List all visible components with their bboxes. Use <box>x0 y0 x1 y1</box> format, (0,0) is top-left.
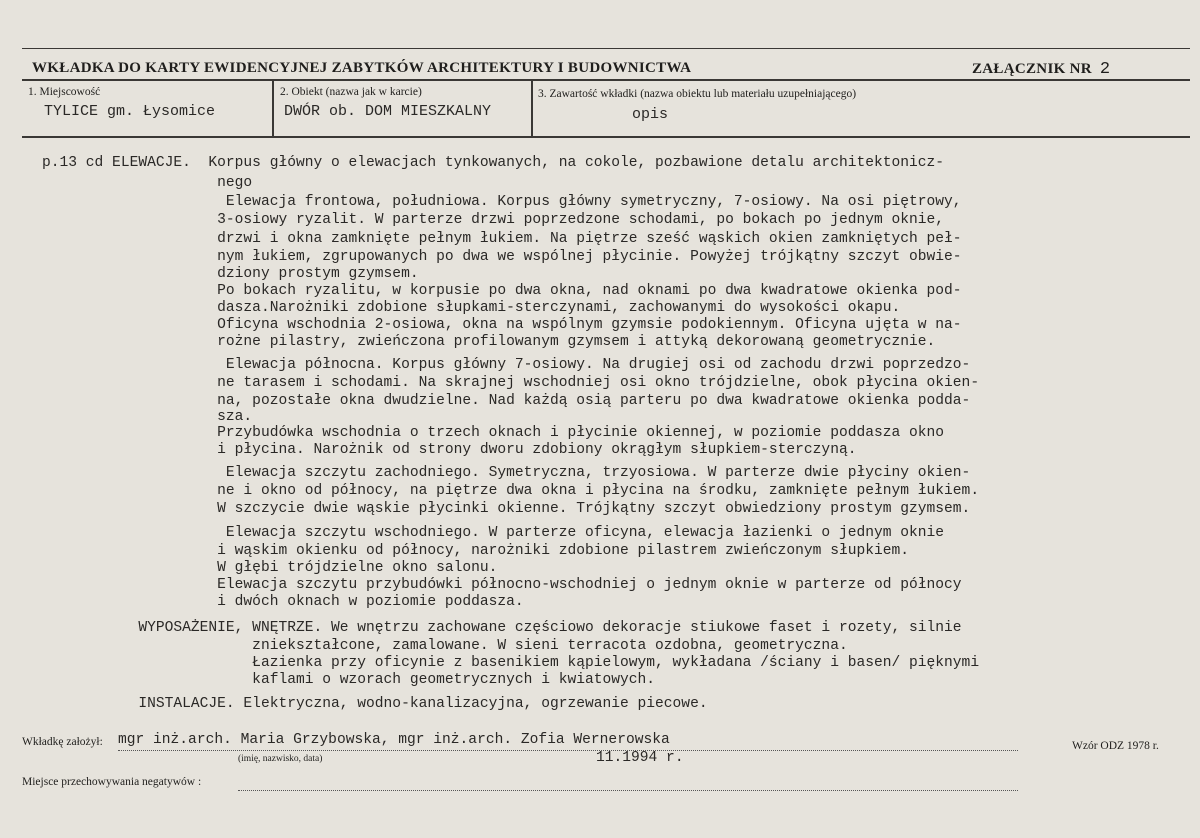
author-hint: (imię, nazwisko, data) <box>238 754 323 764</box>
body-line: Łazienka przy oficynie z basenikiem kąpielowym, wykładana /ściany i basen/ pięknymi <box>42 655 980 671</box>
top-rule-thin <box>22 48 1190 49</box>
author-dotted-line <box>118 750 1018 751</box>
place-label: 1. Miejscowość <box>28 86 101 98</box>
body-line: dziony prostym gzymsem. <box>42 266 419 282</box>
body-line: Elewacja szczytu wschodniego. W parterze oficyna, elewacja łazienki o jednym oknie <box>42 525 945 541</box>
author-label: Wkładkę założył: <box>22 736 103 748</box>
body-line: nym łukiem, zgrupowanych po dwa we wspólnej płycinie. Powyżej trójkątny szczyt obwie- <box>42 249 962 265</box>
negatives-label: Miejsce przechowywania negatywów : <box>22 776 202 788</box>
body-line: zniekształcone, zamalowane. W sieni terracota ozdobna, geometryczna. <box>42 638 848 654</box>
annex-label-text: ZAŁĄCZNIK NR <box>972 61 1092 77</box>
body-line: Elewacja północna. Korpus główny 7-osiowy. Na drugiej osi od zachodu drzwi poprzedzo- <box>42 357 971 373</box>
body-line: 3-osiowy ryzalit. W parterze drzwi poprzedzone schodami, po bokach po jednym oknie, <box>42 212 945 228</box>
body-line: INSTALACJE. Elektryczna, wodno-kanalizacyjna, ogrzewanie piecowe. <box>42 696 708 712</box>
body-line: Przybudówka wschodnia o trzech oknach i płycinie okiennej, w poziomie poddasza okno <box>42 425 945 441</box>
body-line: ne tarasem i schodami. Na skrajnej wschodniej osi okno trójdzielne, obok płycina okien- <box>42 375 980 391</box>
body-line: sza. <box>42 409 253 425</box>
body-line: Oficyna wschodnia 2-osiowa, okna na wspólnym gzymsie podokiennym. Oficyna ujęta w na- <box>42 317 962 333</box>
content-label: 3. Zawartość wkładki (nazwa obiektu lub materiału uzupełniającego) <box>538 88 857 100</box>
body-line: i wąskim okienku od północy, narożniki zdobione pilastrem zwieńczonym słupkiem. <box>42 543 910 559</box>
negatives-dotted-line <box>238 790 1018 791</box>
body-line: na, pozostałe okna dwudzielne. Nad każdą osią parteru po dwa kwadratowe okienka podda- <box>42 393 971 409</box>
header-rule <box>22 79 1190 81</box>
annex-label <box>972 60 1110 79</box>
object-label: 2. Obiekt (nazwa jak w karcie) <box>280 86 422 98</box>
body-line: i dwóch oknach w poziomie poddasza. <box>42 594 524 610</box>
fields-bottom-rule <box>22 136 1190 138</box>
body-line: nego <box>42 175 253 191</box>
body-line: dasza.Narożniki zdobione słupkami-sterczynami, zachowanymi do wysokości okapu. <box>42 300 901 316</box>
body-line: rożne pilastry, zwieńczona profilowanym gzymsem i attyką dekorowaną geometrycznie. <box>42 334 936 350</box>
body-line: p.13 cd ELEWACJE. Korpus główny o elewacjach tynkowanych, na cokole, pozbawione detalu architektonicz- <box>42 155 945 171</box>
field-divider-2 <box>531 81 533 136</box>
body-line: ne i okno od północy, na piętrze dwa okna i płycina na środku, zamknięte pełnym łukiem. <box>42 483 980 499</box>
body-line: Elewacja szczytu zachodniego. Symetryczna, trzyosiowa. W parterze dwie płyciny okien- <box>42 465 971 481</box>
body-line: drzwi i okna zamknięte pełnym łukiem. Na piętrze sześć wąskich okien zamkniętych peł- <box>42 231 962 247</box>
form-model: Wzór ODZ 1978 r. <box>1072 740 1159 752</box>
body-line: i płycina. Narożnik od strony dworu zdobiony okrągłym słupkiem-sterczyną. <box>42 442 857 458</box>
author-value: mgr inż.arch. Maria Grzybowska, mgr inż.arch. Zofia Wernerowska <box>118 732 670 748</box>
body-line: Elewacja szczytu przybudówki północno-wschodniej o jednym oknie w parterze od północy <box>42 577 962 593</box>
card-title: WKŁADKA DO KARTY EWIDENCYJNEJ ZABYTKÓW ARCHITEKTURY I BUDOWNICTWA <box>32 60 692 76</box>
annex-number: 2 <box>1099 60 1111 79</box>
body-line: kaflami o wzorach geometrycznych i kwiatowych. <box>42 672 656 688</box>
date-value: 11.1994 r. <box>596 750 684 766</box>
body-line: Elewacja frontowa, południowa. Korpus główny symetryczny, 7-osiowy. Na osi piętrowy, <box>42 194 962 210</box>
content-value: opis <box>632 106 669 123</box>
field-divider-1 <box>272 81 274 136</box>
body-line: Po bokach ryzalitu, w korpusie po dwa okna, nad oknami po dwa kwadratowe okienka pod- <box>42 283 962 299</box>
body-line: WYPOSAŻENIE, WNĘTRZE. We wnętrzu zachowane częściowo dekoracje stiukowe faset i rozety, silnie <box>42 620 962 636</box>
body-line: W szczycie dwie wąskie płycinki okienne. Trójkątny szczyt obwiedziony prostym gzymsem. <box>42 501 971 517</box>
body-line: W głębi trójdzielne okno salonu. <box>42 560 498 576</box>
place-value: TYLICE gm. Łysomice <box>44 103 216 120</box>
object-value: DWÓR ob. DOM MIESZKALNY <box>284 103 492 120</box>
